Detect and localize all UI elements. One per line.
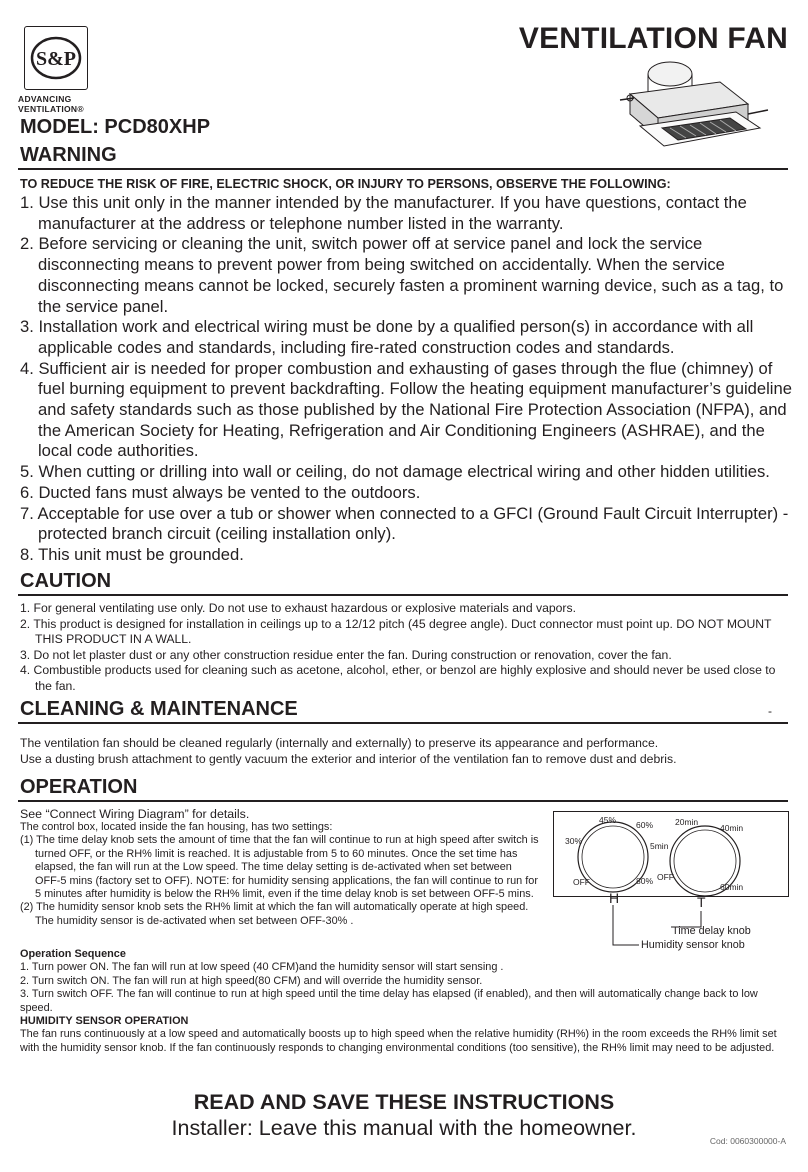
humidity-heading: HUMIDITY SENSOR OPERATION — [20, 1015, 189, 1028]
document-code: Cod: 0060300000-A — [709, 1136, 786, 1146]
fan-product-illustration — [600, 54, 770, 160]
list-item: 2. Turn switch ON. The fan will run at high speed(80 CFM) and will override the humidity sensor. — [20, 974, 483, 987]
cleaning-heading: CLEANING & MAINTENANCE — [20, 698, 298, 720]
h-label-off: OFF — [573, 877, 590, 887]
operation-sequence — [20, 948, 790, 1055]
time-delay-knob-label: Time delay knob — [672, 925, 751, 937]
list-item: (2) The humidity sensor knob sets the RH% limit at which the fan will automatically operate at high speed. The humidity sensor is de-activated when set between OFF-30% . — [20, 901, 529, 927]
list-item: 2. This product is designed for installation in ceilings up to a 12/12 pitch (45 degree angle). Duct connector must point up. DO NOT MOUNT THIS PRODUCT IN A WALL. — [20, 616, 772, 647]
t-label-20: 20min — [675, 817, 699, 827]
h-label-60: 60% — [636, 820, 654, 830]
operation-heading: OPERATION — [20, 776, 138, 798]
list-item: 1. Use this unit only in the manner intended by the manufacturer. If you have questions, contact the manufacturer at the address or telephone number listed in the warranty. — [20, 193, 747, 233]
list-item: 7. Acceptable for use over a tub or shower when connected to a GFCI (Ground Fault Circuit Interrupter) - protected branch circuit (ceiling installation only). — [20, 503, 789, 544]
warning-heading: WARNING — [20, 144, 117, 166]
list-item: 3. Installation work and electrical wiring must be done by a qualified person(s) in accordance with all applicable codes and standards, including fire-rated construction codes and standards. — [20, 317, 754, 357]
read-and-save-heading: READ AND SAVE THESE INSTRUCTIONS — [193, 1090, 615, 1114]
list-item: 4. Sufficient air is needed for proper combustion and exhausting of gases through the flue (chimney) of fuel burning equipment to prevent backdrafting. Follow the heating equipment manufacturer’s guideline and safety standards such as those published by the National Fire Protection Association (NFPA), and the American Society for Heating, Refrigeration and Air Conditioning Engineers (ASHRAE), and the local code authorities. — [20, 358, 792, 461]
humidity-sensor-knob-label: Humidity sensor knob — [641, 939, 745, 951]
list-item: (1) The time delay knob sets the amount of time that the fan will continue to run at high speed after switch is turned OFF, or the RH% limit is reached. It is adjustable from 5 to 60 minutes. Once the set time has elapsed, the fan will run at the Low speed. The time delay setting is de-activated when set between OFF-5 mins (factory set to OFF). NOTE: for humidity sensing applications, the fan will continue to run for 5 minutes after humidity is below the RH% limit, even if the time delay knob is set between OFF-5 mins. — [20, 834, 539, 901]
sequence-heading: Operation Sequence — [20, 948, 126, 960]
t-label-5: 5min — [650, 841, 669, 851]
list-item: 1. Turn power ON. The fan will run at low speed (40 CFM)and the humidity sensor will start sensing . — [20, 961, 504, 974]
caution-heading: CAUTION — [20, 570, 112, 592]
logo-text: S&P — [36, 48, 76, 70]
settings-list — [20, 834, 540, 928]
humidity-text: The fan runs continuously at a low speed and automatically boosts up to high speed when the relative humidity (RH%) in the room exceeds the RH% limit set with the humidity sensor knob. If the fan continuously responds to changing environmental conditions (too sensitive), the RH% limit may need to be adjusted. — [20, 1028, 777, 1054]
cleaning-mark: - — [768, 704, 772, 718]
t-label-60: 60min — [720, 882, 744, 892]
cleaning-line-1: The ventilation fan should be cleaned regularly (internally and externally) to preserve its appearance and performance. — [20, 736, 659, 750]
operation-divider — [18, 800, 788, 802]
page-title: VENTILATION FAN — [518, 22, 788, 55]
brand-logo — [24, 26, 88, 90]
model-number: MODEL: PCD80XHP — [20, 116, 211, 138]
control-box-intro: The control box, located inside the fan housing, has two settings: — [20, 821, 333, 833]
t-label-off: OFF — [657, 872, 674, 882]
installer-note: Installer: Leave this manual with the homeowner. — [171, 1116, 637, 1140]
see-diagram-note: See “Connect Wiring Diagram” for details. — [20, 807, 250, 821]
tagline-line-1: ADVANCING — [18, 94, 72, 104]
t-label-40: 40min — [720, 823, 744, 833]
t-knob-letter: T — [697, 894, 706, 910]
brand-tagline — [18, 94, 98, 114]
h-label-80: 80% — [636, 876, 654, 886]
cleaning-divider — [18, 722, 788, 724]
logo-mark — [25, 27, 87, 89]
list-item: 6. Ducted fans must always be vented to the outdoors. — [20, 482, 421, 502]
list-item: 5. When cutting or drilling into wall or ceiling, do not damage electrical wiring and other hidden utilities. — [20, 462, 770, 482]
list-item: 1. For general ventilating use only. Do not use to exhaust hazardous or explosive materials and vapors. — [20, 601, 576, 615]
h-label-30: 30% — [565, 836, 583, 846]
list-item: 2. Before servicing or cleaning the unit, switch power off at service panel and lock the service disconnecting means to prevent power from being switched on accidentally. When the service disconnecting means cannot be locked, securely fasten a prominent warning device, such as a tag, to the service panel. — [20, 234, 784, 316]
warning-list — [20, 193, 792, 566]
operation-settings — [20, 807, 540, 928]
list-item: 3. Do not let plaster dust or any other construction residue enter the fan. During construction or renovation, cover the fan. — [20, 647, 672, 662]
list-item: 3. Turn switch OFF. The fan will continue to run at high speed until the time delay has elapsed (if enabled), and then will automatically change back to low speed. — [20, 988, 758, 1014]
tagline-line-2: VENTILATION® — [18, 104, 84, 114]
cleaning-text — [20, 735, 795, 767]
warning-divider — [18, 168, 788, 170]
cleaning-line-2: Use a dusting brush attachment to gently vacuum the exterior and interior of the ventilation fan to remove dust and debris. — [20, 752, 677, 766]
h-label-45: 45% — [599, 815, 617, 825]
list-item: 8. This unit must be grounded. — [20, 544, 244, 564]
caution-list — [20, 601, 790, 695]
knob-diagram — [553, 811, 789, 956]
humidity-leader-line — [613, 905, 639, 945]
h-knob-letter: H — [609, 890, 620, 906]
warning-intro: TO REDUCE THE RISK OF FIRE, ELECTRIC SHOCK, OR INJURY TO PERSONS, OBSERVE THE FOLLOWING: — [20, 177, 671, 191]
caution-divider — [18, 594, 788, 596]
list-item: 4. Combustible products used for cleaning such as acetone, alcohol, ether, or benzol are highly explosive and should never be used close to the fan. — [20, 663, 776, 693]
